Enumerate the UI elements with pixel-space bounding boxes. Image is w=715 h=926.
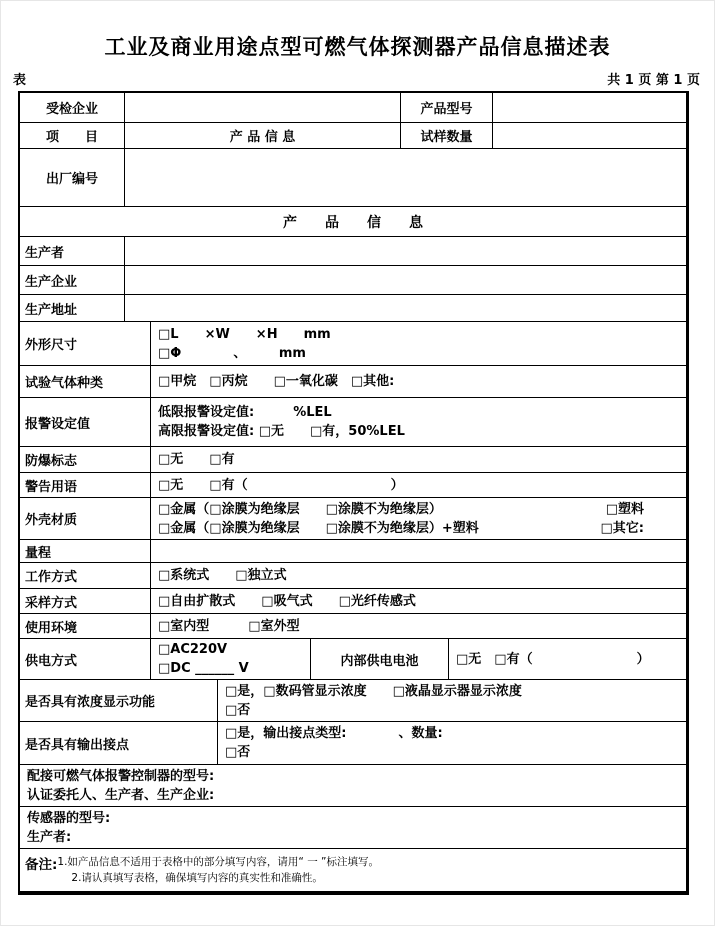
row-factory-number	[20, 149, 686, 207]
address-field[interactable]	[124, 295, 686, 321]
address-label: 生产地址	[25, 302, 78, 318]
sensor-info	[20, 807, 686, 848]
alarm-high-limit-line[interactable]: 高限报警设定值: □无 □有，50%LEL	[158, 424, 405, 439]
shell-material-options	[150, 498, 686, 539]
sampling-mode-options	[150, 589, 686, 613]
product-info-table	[18, 91, 689, 895]
output-contact-options	[217, 722, 686, 764]
factory-number-field[interactable]	[124, 149, 686, 206]
shell-material-metal-line2[interactable]: □金属（□涂膜为绝缘层 □涂膜不为绝缘层）+塑料	[158, 520, 479, 536]
item-label: 项 目	[45, 130, 98, 145]
sensor-producer-line[interactable]: 生产者:	[27, 829, 72, 845]
inspected-company-field[interactable]	[124, 93, 400, 122]
sub-header	[13, 69, 700, 88]
row-inspected-company	[20, 93, 686, 123]
company-field[interactable]	[124, 266, 686, 294]
factory-number-label: 出厂编号	[45, 172, 98, 187]
warning-words-checkbox-line[interactable]: □无 □有（ ）	[158, 477, 404, 493]
warning-words-label: 警告用语	[25, 479, 78, 495]
row-sensor-info	[20, 807, 686, 849]
row-producer	[20, 237, 686, 266]
remarks-note-1: 1.如产品信息不适用于表格中的部分填写内容，请用“ 一 ”标注填写。	[57, 856, 379, 868]
dimensions-checkbox-line-phi[interactable]: □Φ 、 mm	[158, 345, 306, 361]
section-title: 产 品 信 息	[283, 214, 423, 231]
dimensions-options	[150, 322, 686, 365]
remarks-notes	[57, 849, 379, 886]
controller-info	[20, 765, 686, 806]
concentration-display-options	[217, 680, 686, 721]
work-mode-checkbox-line[interactable]: □系统式 □独立式	[158, 568, 287, 583]
power-supply-label: 供电方式	[25, 653, 78, 669]
sampling-mode-checkbox-line[interactable]: □自由扩散式 □吸气式 □光纤传感式	[158, 593, 416, 609]
shell-material-other[interactable]: □其它:	[600, 520, 644, 536]
row-remarks	[20, 849, 686, 891]
alarm-low-limit-line[interactable]: 低限报警设定值: %LEL	[158, 405, 332, 420]
row-gas-types	[20, 366, 686, 398]
power-supply-options	[150, 639, 310, 679]
dimensions-label: 外形尺寸	[25, 338, 78, 353]
concentration-display-no-line[interactable]: □否	[225, 702, 251, 718]
work-mode-label: 工作方式	[25, 570, 78, 585]
row-concentration-display	[20, 680, 686, 722]
row-warning-words	[20, 473, 686, 498]
product-model-label: 产品型号	[400, 93, 492, 122]
output-contact-label: 是否具有输出接点	[25, 737, 130, 753]
sample-qty-label: 试样数量	[400, 123, 492, 148]
explosionproof-checkbox-line[interactable]: □无 □有	[158, 452, 235, 467]
row-address	[20, 295, 686, 322]
row-alarm-setpoint	[20, 398, 686, 447]
gas-types-options	[150, 366, 686, 397]
environment-label: 使用环境	[25, 620, 78, 636]
output-contact-yes-line[interactable]: □是，输出接点类型: 、数量:	[225, 726, 443, 741]
explosionproof-mark-options	[150, 447, 686, 472]
row-work-mode	[20, 563, 686, 589]
sampling-mode-label: 采样方式	[25, 595, 78, 611]
producer-label: 生产者	[25, 245, 65, 261]
inspected-company-label: 受检企业	[45, 102, 98, 117]
sample-qty-field[interactable]	[492, 123, 686, 148]
producer-field[interactable]	[124, 237, 686, 265]
concentration-display-yes-line[interactable]: □是，□数码管显示浓度 □液晶显示器显示浓度	[225, 683, 522, 699]
power-dc-checkbox-line[interactable]: □DC ______ V	[158, 661, 249, 676]
gas-types-label: 试验气体种类	[25, 376, 104, 391]
internal-battery-options	[448, 639, 686, 679]
table-corner-label: 表	[13, 73, 27, 88]
document-title: 工业及商业用途点型可燃气体探测器产品信息描述表	[104, 35, 611, 59]
shell-material-line2[interactable]	[158, 519, 686, 538]
row-sampling-mode	[20, 589, 686, 614]
sensor-model-line[interactable]: 传感器的型号:	[27, 810, 111, 826]
environment-options	[150, 614, 686, 638]
alarm-setpoint-options	[150, 398, 686, 446]
row-explosionproof-mark	[20, 447, 686, 473]
output-contact-no-line[interactable]: □否	[225, 745, 251, 760]
row-output-contact	[20, 722, 686, 765]
dimensions-checkbox-line-lwh[interactable]: □L ×W ×H mm	[158, 326, 331, 342]
shell-material-plastic[interactable]: □塑料	[605, 501, 644, 517]
shell-material-label: 外壳材质	[25, 513, 78, 528]
row-power-supply	[20, 639, 686, 680]
shell-material-metal-line1[interactable]: □金属（□涂膜为绝缘层 □涂膜不为绝缘层）	[158, 501, 442, 517]
shell-material-line1[interactable]	[158, 500, 686, 519]
work-mode-options	[150, 563, 686, 588]
range-label: 量程	[25, 545, 52, 561]
power-ac-checkbox-line[interactable]: □AC220V	[158, 642, 228, 657]
row-environment	[20, 614, 686, 639]
item-value: 产 品 信 息	[124, 123, 400, 148]
row-item	[20, 123, 686, 149]
certification-parties-line[interactable]: 认证委托人、生产者、生产企业:	[27, 787, 215, 803]
company-label: 生产企业	[25, 274, 78, 290]
row-dimensions	[20, 322, 686, 366]
row-controller-info	[20, 765, 686, 807]
controller-model-line[interactable]: 配接可燃气体报警控制器的型号:	[27, 768, 215, 784]
alarm-setpoint-label: 报警设定值	[25, 416, 91, 432]
row-section-title	[20, 207, 686, 237]
explosionproof-mark-label: 防爆标志	[25, 454, 78, 469]
concentration-display-label: 是否具有浓度显示功能	[25, 695, 156, 710]
range-field[interactable]	[150, 540, 686, 562]
row-company	[20, 266, 686, 295]
product-model-field[interactable]	[492, 93, 686, 122]
environment-checkbox-line[interactable]: □室内型 □室外型	[158, 618, 300, 634]
row-shell-material	[20, 498, 686, 540]
remarks-note-2: 2.请认真填写表格，确保填写内容的真实性和准确性。	[71, 872, 323, 884]
gas-types-checkbox-line[interactable]: □甲烷 □丙烷 □一氧化碳 □其他:	[158, 374, 395, 389]
remarks-label: 备注:	[25, 857, 58, 873]
row-range	[20, 540, 686, 563]
page-count-label: 共 1 页 第 1 页	[607, 73, 700, 88]
internal-battery-checkbox-line[interactable]: □无 □有（ ）	[456, 651, 650, 667]
internal-battery-label: 内部供电电池	[310, 639, 448, 679]
warning-words-options	[150, 473, 686, 497]
